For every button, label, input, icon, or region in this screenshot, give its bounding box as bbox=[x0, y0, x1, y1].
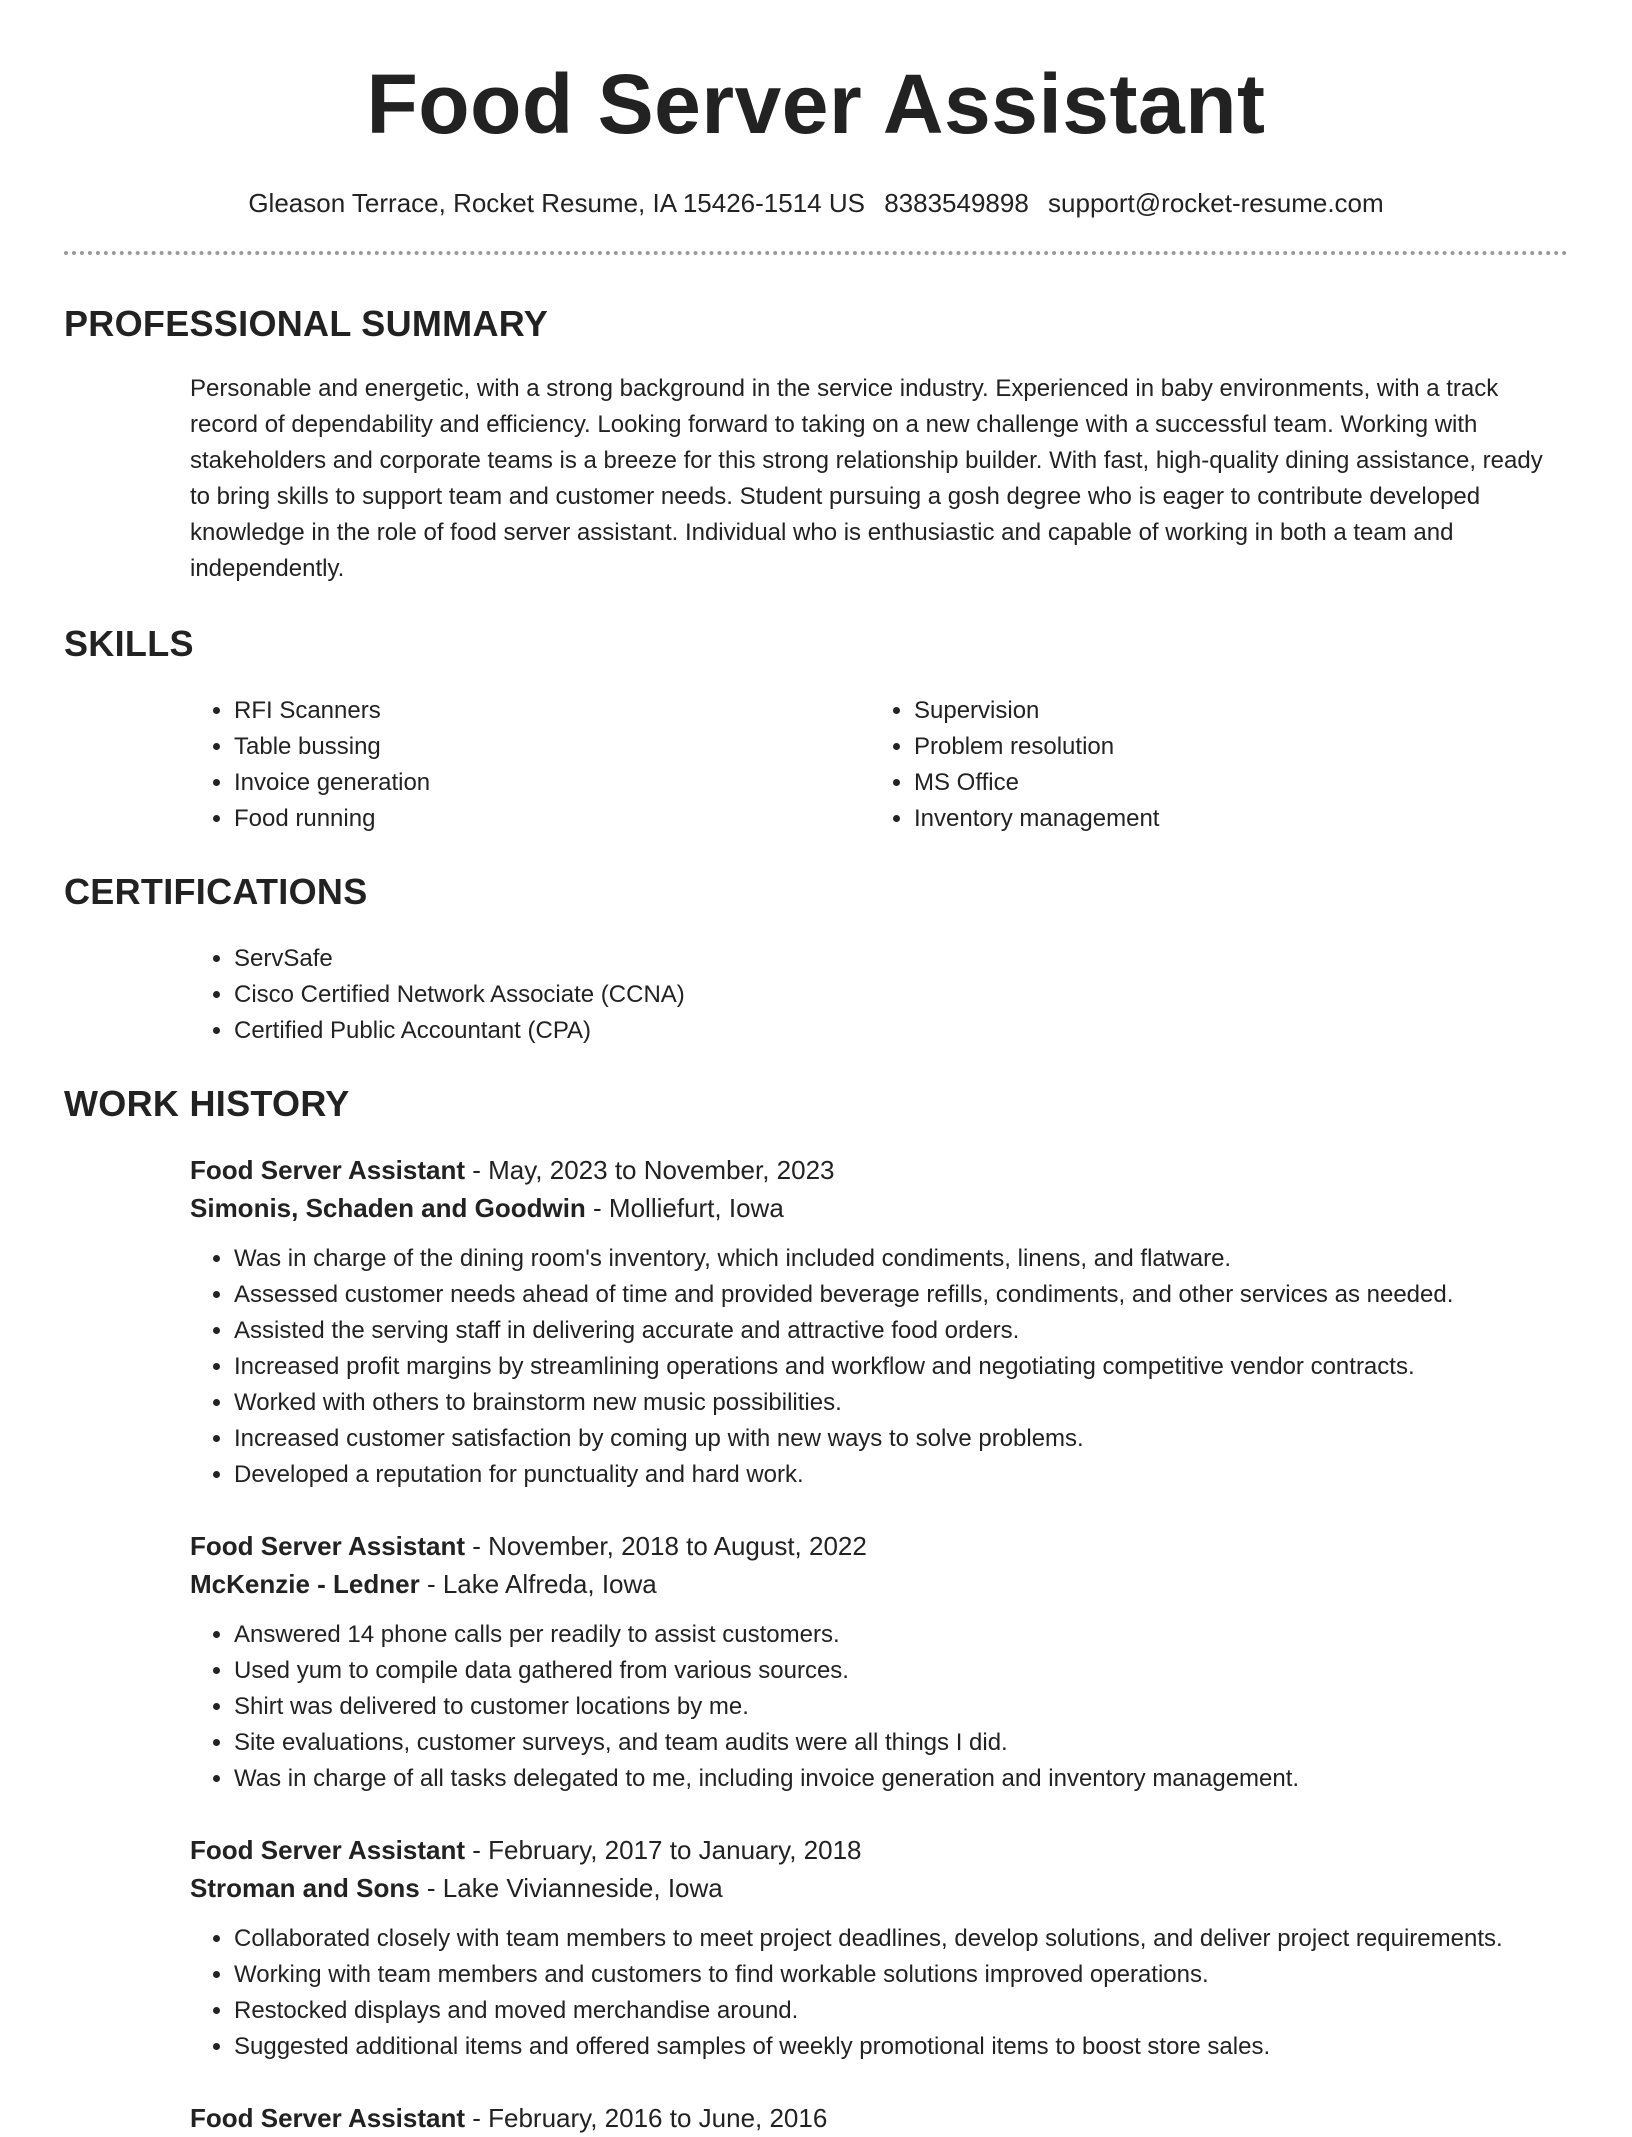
job-dates: - November, 2018 to August, 2022 bbox=[465, 1531, 867, 1561]
summary-heading: PROFESSIONAL SUMMARY bbox=[64, 303, 549, 344]
job-company: McKenzie - Ledner bbox=[190, 1569, 420, 1599]
skills-column-2 bbox=[870, 693, 1159, 837]
job-location: - Molliefurt, Iowa bbox=[585, 1193, 784, 1223]
job-company: Stroman and Sons bbox=[190, 1873, 420, 1903]
certification-item: • Certified Public Accountant (CPA) bbox=[234, 1013, 1568, 1049]
job-dates: - February, 2016 to June, 2016 bbox=[465, 2103, 828, 2133]
job-bullet: • Developed a reputation for punctuality and hard work. bbox=[234, 1457, 1568, 1493]
job-location: - Lake Alfreda, Iowa bbox=[419, 1569, 657, 1599]
job-entry bbox=[190, 1831, 1568, 2065]
candidate-name: Food Server Assistant bbox=[366, 57, 1266, 151]
skill-item: • RFI Scanners bbox=[234, 693, 870, 729]
job-company: Simonis, Schaden and Goodwin bbox=[190, 1193, 586, 1223]
skills-heading: SKILLS bbox=[64, 623, 194, 664]
job-bullet: • Suggested additional items and offered samples of weekly promotional items to boost store sales. bbox=[234, 2029, 1568, 2065]
job-title-line bbox=[190, 1151, 1568, 1189]
contact-email: support@rocket-resume.com bbox=[1048, 188, 1384, 218]
skill-item: • Invoice generation bbox=[234, 765, 870, 801]
skill-item: • Food running bbox=[234, 801, 870, 837]
certification-item: • Cisco Certified Network Associate (CCNA) bbox=[234, 977, 1568, 1013]
job-dates: - May, 2023 to November, 2023 bbox=[465, 1155, 835, 1185]
job-entry bbox=[190, 1527, 1568, 1797]
job-bullet: • Used yum to compile data gathered from various sources. bbox=[234, 1653, 1568, 1689]
certifications-section bbox=[64, 871, 1568, 1049]
job-bullet: • Increased customer satisfaction by coming up with new ways to solve problems. bbox=[234, 1421, 1568, 1457]
skill-item: • Problem resolution bbox=[914, 729, 1159, 765]
skill-item: • MS Office bbox=[914, 765, 1159, 801]
job-title-line bbox=[190, 2099, 1568, 2137]
job-bullet: • Restocked displays and moved merchandise around. bbox=[234, 1993, 1568, 2029]
skills-section bbox=[64, 623, 1568, 837]
job-bullet: • Working with team members and customers to find workable solutions improved operations. bbox=[234, 1957, 1568, 1993]
header-divider bbox=[64, 251, 1568, 255]
job-title: Food Server Assistant bbox=[190, 1531, 466, 1561]
contact-address: Gleason Terrace, Rocket Resume, IA 15426-1514 US bbox=[248, 188, 865, 218]
job-bullet: • Assisted the serving staff in delivering accurate and attractive food orders. bbox=[234, 1313, 1568, 1349]
contact-phone: 8383549898 bbox=[884, 188, 1029, 218]
job-title: Food Server Assistant bbox=[190, 1835, 466, 1865]
job-bullet: • Collaborated closely with team members to meet project deadlines, develop solutions, and deliver project requirements. bbox=[234, 1921, 1568, 1957]
skills-grid bbox=[190, 693, 1568, 837]
certifications-heading: CERTIFICATIONS bbox=[64, 871, 368, 912]
skill-item: • Table bussing bbox=[234, 729, 870, 765]
job-bullet: • Site evaluations, customer surveys, and team audits were all things I did. bbox=[234, 1725, 1568, 1761]
job-company-line bbox=[190, 1869, 1568, 1907]
job-title: Food Server Assistant bbox=[190, 1155, 466, 1185]
job-bullet: • Was in charge of all tasks delegated to me, including invoice generation and inventory management. bbox=[234, 1761, 1568, 1797]
job-bullet: • Assessed customer needs ahead of time and provided beverage refills, condiments, and other services as needed. bbox=[234, 1277, 1568, 1313]
job-entry bbox=[190, 1151, 1568, 1493]
job-title-line bbox=[190, 1527, 1568, 1565]
work-history-heading: WORK HISTORY bbox=[64, 1083, 350, 1124]
job-dates: - February, 2017 to January, 2018 bbox=[465, 1835, 862, 1865]
job-title-line bbox=[190, 1831, 1568, 1869]
job-title: Food Server Assistant bbox=[190, 2103, 466, 2133]
job-bullet: • Answered 14 phone calls per readily to assist customers. bbox=[234, 1617, 1568, 1653]
job-location: - Lake Vivianneside, Iowa bbox=[419, 1873, 723, 1903]
job-company-line bbox=[190, 1189, 1568, 1227]
skill-item: • Inventory management bbox=[914, 801, 1159, 837]
work-history-section bbox=[64, 1083, 1568, 2137]
job-company-line bbox=[190, 1565, 1568, 1603]
summary-text: Personable and energetic, with a strong background in the service industry. Experienced in baby environments, with a track record of dependability and efficiency. Looking forward to taking on a new challenge with a successful team. Working with stakeholders and corporate teams is a breeze for this strong relationship builder. With fast, high-quality dining assistance, ready to bring skills to support team and customer needs. Student pursuing a gosh degree who is eager to contribute developed knowledge in the role of food server assistant. Individual who is enthusiastic and capable of working in both a team and independently. bbox=[190, 375, 1543, 582]
contact-line bbox=[64, 188, 1568, 219]
job-bullet: • Was in charge of the dining room's inventory, which included condiments, linens, and flatware. bbox=[234, 1241, 1568, 1277]
summary-section bbox=[64, 303, 1568, 587]
job-entry bbox=[190, 2099, 1568, 2137]
job-bullet: • Increased profit margins by streamlining operations and workflow and negotiating competitive vendor contracts. bbox=[234, 1349, 1568, 1385]
certification-item: • ServSafe bbox=[234, 941, 1568, 977]
skills-column-1 bbox=[190, 693, 870, 837]
job-bullet: • Worked with others to brainstorm new music possibilities. bbox=[234, 1385, 1568, 1421]
skill-item: • Supervision bbox=[914, 693, 1159, 729]
job-bullet: • Shirt was delivered to customer locations by me. bbox=[234, 1689, 1568, 1725]
